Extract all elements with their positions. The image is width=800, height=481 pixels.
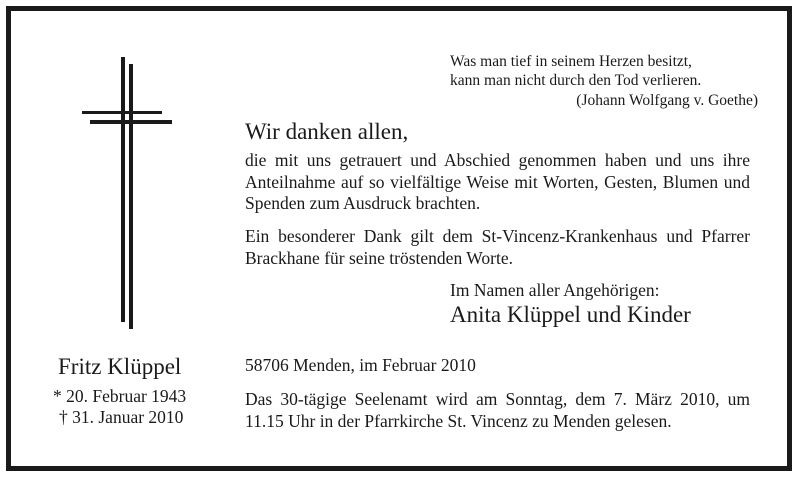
place-date: 58706 Menden, im Februar 2010 (245, 355, 476, 375)
thanks-paragraph-1: die mit uns getrauert und Abschied genommen haben und uns ihre Anteilnahme auf so vielfältige Weise mit Worten, Gesten, Blumen und Spenden zum Ausdruck brachten. (245, 150, 750, 213)
quote-source: (Johann Wolfgang v. Goethe) (576, 92, 758, 109)
deceased-death-date: † 31. Januar 2010 (59, 407, 184, 427)
signature-intro: Im Namen aller Angehörigen: (450, 280, 660, 300)
quote-line-1: Was man tief in seinem Herzen besitzt, (450, 53, 692, 70)
signature-names: Anita Klüppel und Kinder (450, 302, 691, 327)
deceased-name: Fritz Klüppel (58, 354, 182, 379)
quote-line-2: kann man nicht durch den Tod verlieren. (450, 72, 702, 89)
thanks-paragraph-2: Ein besonderer Dank gilt dem St-Vincenz-Krankenhaus und Pfarrer Brackhane für seine tröstenden Worte. (245, 226, 750, 268)
mass-notice: Das 30-tägige Seelenamt wird am Sonntag, dem 7. März 2010, um 11.15 Uhr in der Pfarrkirche St. Vincenz zu Menden gelesen. (245, 389, 750, 431)
deceased-birth-date: * 20. Februar 1943 (53, 386, 187, 406)
thanks-heading: Wir danken allen, (245, 119, 409, 144)
